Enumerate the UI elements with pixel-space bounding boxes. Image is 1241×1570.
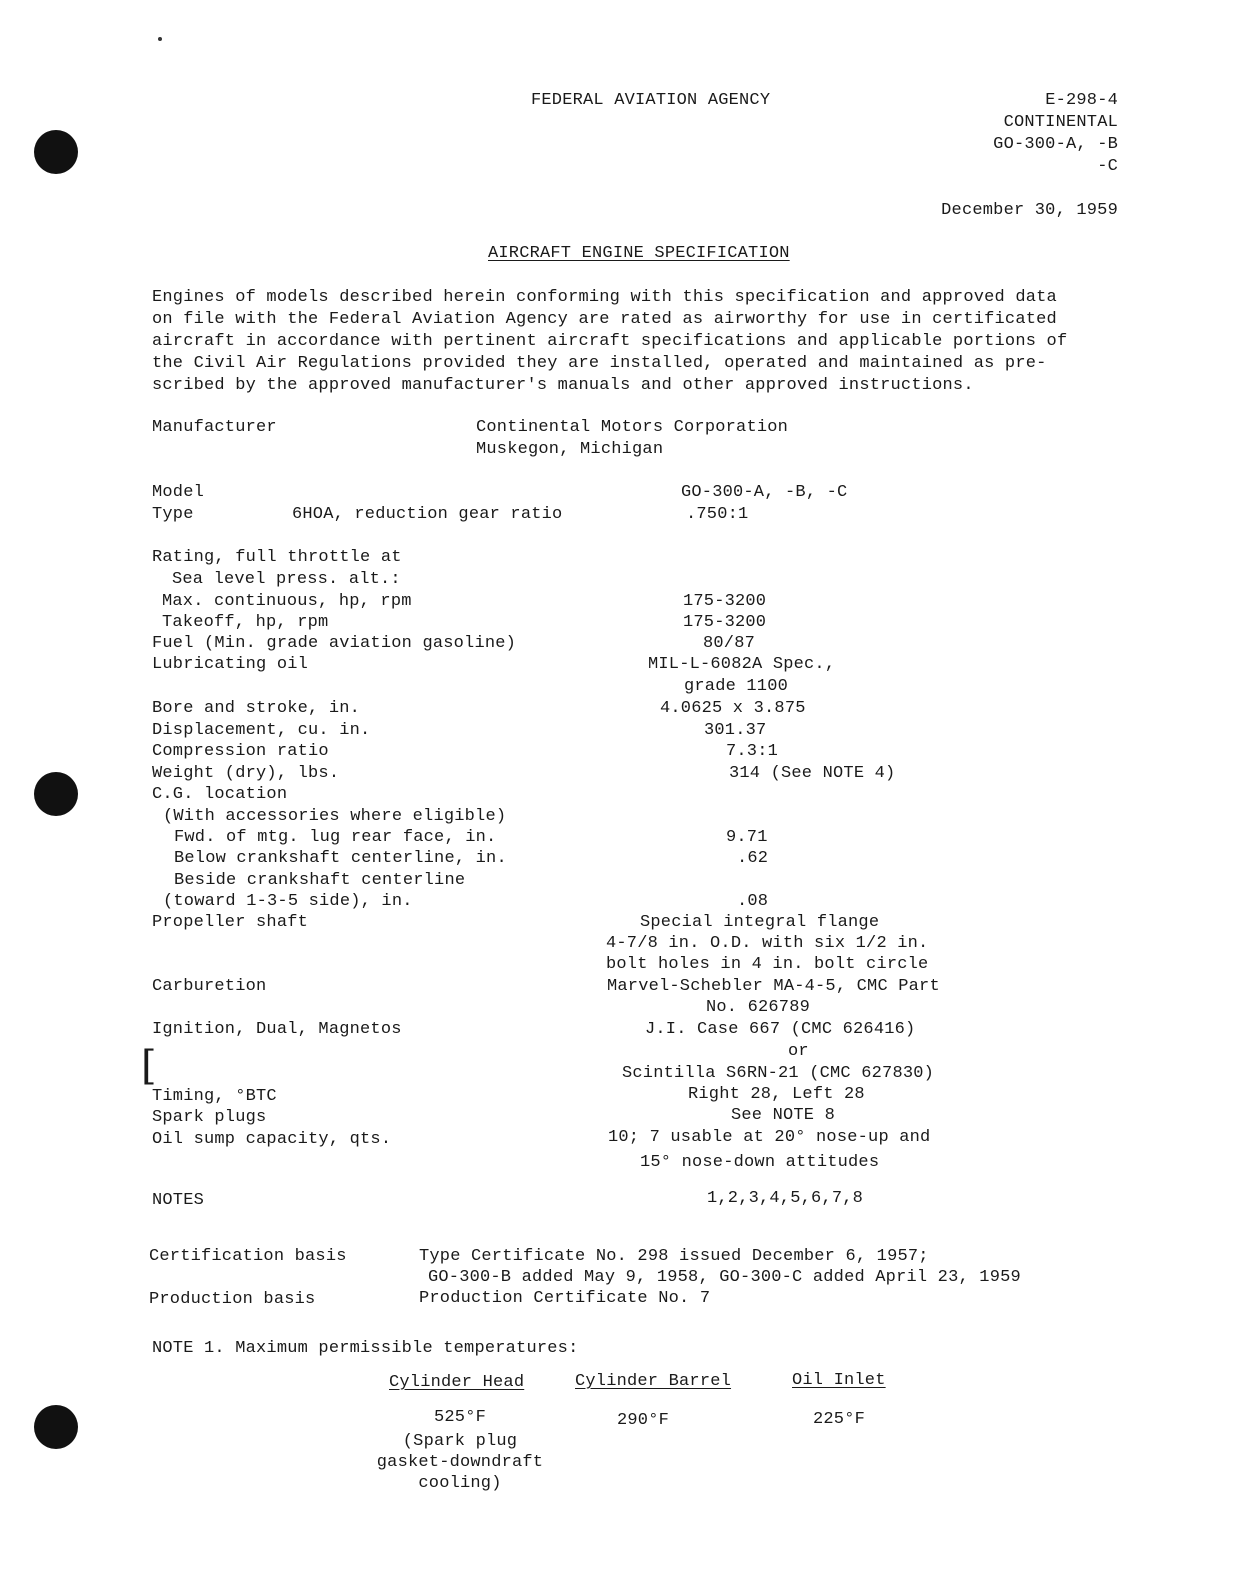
- compression-value: 7.3:1: [726, 742, 779, 761]
- cylinder-head-note: (Spark plug: [402, 1432, 518, 1451]
- production-basis-label: Production basis: [149, 1290, 316, 1309]
- bore-stroke-label: Bore and stroke, in.: [152, 699, 361, 718]
- intro-line: scribed by the approved manufacturer's manuals and other approved instructions.: [152, 376, 974, 395]
- intro-line: Engines of models described herein conforming with this specification and approved data: [152, 288, 1057, 307]
- cg-beside-sublabel: (toward 1-3-5 side), in.: [163, 892, 413, 911]
- weight-value: 314 (See NOTE 4): [729, 764, 896, 783]
- model-value: GO-300-A, -B, -C: [681, 483, 848, 502]
- carburetion-value-line2: No. 626789: [706, 998, 811, 1017]
- max-continuous-label: Max. continuous, hp, rpm: [162, 592, 412, 611]
- engine-models-line2: -C: [1097, 157, 1118, 176]
- spec-number: E-298-4: [1045, 91, 1118, 110]
- agency-name: FEDERAL AVIATION AGENCY: [531, 91, 771, 110]
- type-description: 6HOA, reduction gear ratio: [292, 505, 563, 524]
- cylinder-barrel-header: Cylinder Barrel: [575, 1372, 732, 1391]
- takeoff-value: 175-3200: [683, 613, 767, 632]
- carburetion-label: Carburetion: [152, 977, 267, 996]
- bore-stroke-value: 4.0625 x 3.875: [660, 699, 806, 718]
- cylinder-head-note: gasket-downdraft: [376, 1453, 544, 1472]
- compression-label: Compression ratio: [152, 742, 329, 761]
- binder-hole-top: [34, 130, 78, 174]
- document-title: AIRCRAFT ENGINE SPECIFICATION: [488, 244, 790, 263]
- ignition-value-line3: Scintilla S6RN-21 (CMC 627830): [622, 1064, 935, 1083]
- fuel-value: 80/87: [703, 634, 756, 653]
- engine-models-line1: GO-300-A, -B: [993, 135, 1118, 154]
- oil-value: MIL-L-6082A Spec.,: [648, 655, 836, 674]
- intro-line: the Civil Air Regulations provided they are installed, operated and maintained as pre-: [152, 354, 1047, 373]
- propeller-value-line3: bolt holes in 4 in. bolt circle: [606, 955, 929, 974]
- binder-hole-middle: [34, 772, 78, 816]
- manufacturer-location: Muskegon, Michigan: [476, 440, 664, 459]
- binder-hole-bottom: [34, 1405, 78, 1449]
- note1-heading: NOTE 1. Maximum permissible temperatures:: [152, 1339, 579, 1358]
- displacement-label: Displacement, cu. in.: [152, 721, 371, 740]
- production-basis-value: Production Certificate No. 7: [419, 1289, 711, 1308]
- speck-mark: [158, 37, 162, 41]
- type-value: .750:1: [686, 505, 749, 524]
- certification-basis-value-line1: Type Certificate No. 298 issued December 6, 1957;: [419, 1247, 929, 1266]
- propeller-value-line2: 4-7/8 in. O.D. with six 1/2 in.: [606, 934, 929, 953]
- fuel-label: Fuel (Min. grade aviation gasoline): [152, 634, 517, 653]
- cg-sublabel: (With accessories where eligible): [163, 807, 507, 826]
- manufacturer-name: Continental Motors Corporation: [476, 418, 789, 437]
- cg-beside-value: .08: [737, 892, 769, 911]
- cg-below-label: Below crankshaft centerline, in.: [174, 849, 507, 868]
- cylinder-barrel-temp: 290°F: [617, 1411, 670, 1430]
- rating-sublabel: Sea level press. alt.:: [172, 570, 401, 589]
- notes-value: 1,2,3,4,5,6,7,8: [707, 1189, 864, 1208]
- ignition-label: Ignition, Dual, Magnetos: [152, 1020, 402, 1039]
- displacement-value: 301.37: [704, 721, 767, 740]
- issue-date: December 30, 1959: [941, 201, 1118, 220]
- rating-label: Rating, full throttle at: [152, 548, 402, 567]
- oil-sump-value-line2: 15° nose-down attitudes: [640, 1153, 880, 1172]
- engine-make: CONTINENTAL: [1003, 113, 1118, 132]
- spark-plugs-label: Spark plugs: [152, 1108, 267, 1127]
- cylinder-head-note: cooling): [418, 1474, 502, 1493]
- cg-label: C.G. location: [152, 785, 288, 804]
- cylinder-head-header: Cylinder Head: [389, 1373, 525, 1392]
- oil-sump-label: Oil sump capacity, qts.: [152, 1130, 392, 1149]
- certification-basis-label: Certification basis: [149, 1247, 347, 1266]
- margin-bracket-mark: [: [141, 1043, 157, 1089]
- cg-beside-label: Beside crankshaft centerline: [174, 871, 466, 890]
- timing-label: Timing, °BTC: [152, 1087, 277, 1106]
- cg-fwd-value: 9.71: [726, 828, 768, 847]
- certification-basis-value-line2: GO-300-B added May 9, 1958, GO-300-C added April 23, 1959: [428, 1268, 1021, 1287]
- timing-value: Right 28, Left 28: [688, 1085, 865, 1104]
- oil-inlet-temp: 225°F: [813, 1410, 866, 1429]
- oil-sump-value-line1: 10; 7 usable at 20° nose-up and: [608, 1128, 931, 1147]
- max-continuous-value: 175-3200: [683, 592, 767, 611]
- takeoff-label: Takeoff, hp, rpm: [162, 613, 329, 632]
- propeller-label: Propeller shaft: [152, 913, 309, 932]
- cg-fwd-label: Fwd. of mtg. lug rear face, in.: [174, 828, 497, 847]
- notes-label: NOTES: [152, 1191, 205, 1210]
- carburetion-value-line1: Marvel-Schebler MA-4-5, CMC Part: [607, 977, 940, 996]
- cylinder-head-temp: 525°F: [433, 1408, 486, 1427]
- oil-inlet-header: Oil Inlet: [792, 1371, 886, 1390]
- oil-label: Lubricating oil: [152, 655, 309, 674]
- propeller-value-line1: Special integral flange: [640, 913, 880, 932]
- model-label: Model: [152, 483, 205, 502]
- intro-line: aircraft in accordance with pertinent aircraft specifications and applicable portions of: [152, 332, 1068, 351]
- ignition-value-line1: J.I. Case 667 (CMC 626416): [645, 1020, 916, 1039]
- intro-line: on file with the Federal Aviation Agency are rated as airworthy for use in certificated: [152, 310, 1057, 329]
- ignition-value-or: or: [788, 1042, 809, 1061]
- spark-plugs-value: See NOTE 8: [731, 1106, 836, 1125]
- type-label: Type: [152, 505, 194, 524]
- oil-grade: grade 1100: [684, 677, 789, 696]
- cg-below-value: .62: [737, 849, 769, 868]
- manufacturer-label: Manufacturer: [152, 418, 277, 437]
- weight-label: Weight (dry), lbs.: [152, 764, 340, 783]
